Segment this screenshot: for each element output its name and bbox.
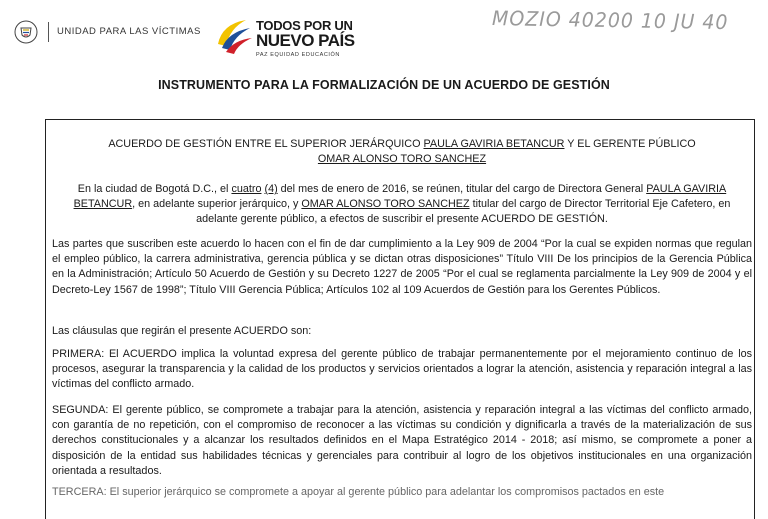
clause-tercera-partial: TERCERA: El superior jerárquico se compromete a apoyar al gerente público para adelantar los compromisos pactados en este [52,486,665,498]
p1-text-a: En la ciudad de Bogotá D.C., el [77,183,232,195]
logo-divider [48,22,49,42]
p1-day-word: cuatro [231,183,262,195]
paragraph-meeting [52,182,752,228]
nuevo-pais-swoosh-icon [212,14,256,58]
clause-primera: PRIMERA: El ACUERDO implica la voluntad expresa del gerente público de trabajar permanentemente por el mejoramiento continuo de los procesos, asegurar la transparencia y la calidad de los productos y servicios orientados a lograr la atención, asistencia y reparación integral a las víctimas del conflicto armado. [52,348,752,391]
logo-line-3: PAZ EQUIDAD EDUCACIÓN [256,52,341,58]
document-title: INSTRUMENTO PARA LA FORMALIZACIÓN DE UN ACUERDO DE GESTIÓN [158,78,610,92]
todos-por-un-nuevo-pais-logo [212,14,362,58]
clause-segunda: SEGUNDA: El gerente público, se compromete a trabajar para la atención, asistencia y reparación integral a las víctimas del conflicto armado, con garantía de no repetición, con el compromiso de reconocer a las víctimas su condición y dignificarla a través de la materialización de sus derechos constitucionales y a alcanzar los resultados definidos en el Mapa Estratégico 2014 - 2018; así mismo, se compromete a poner a disposición de la entidad sus habilidades técnicas y gerenciales para contribuir al logro de los objetivos institucionales en una organización orientada a resultados. [52,404,752,477]
p1-superior-name: PAULA GAVIRIA BETANCUR [73,183,727,211]
p1-text-e: titular del cargo de Director Territorial Eje Cafetero, en adelante gerente público, a efectos de suscribir el presente ACUERDO DE GESTIÓN. [196,198,731,226]
heading-part-1: ACUERDO DE GESTIÓN ENTRE EL SUPERIOR JERÁRQUICO [108,138,424,150]
p1-text-c: del mes de enero de 2016, se reúnen, titular del cargo de Directora General [277,183,647,195]
logo-line-1: TODOS POR UN [256,18,353,33]
coat-of-arms-icon [14,20,38,44]
heading-part-2: Y EL GERENTE PÚBLICO [564,138,696,150]
p1-day-number: (4) [264,183,278,195]
logo-line-2: NUEVO PAÍS [256,31,355,50]
superior-name: PAULA GAVIRIA BETANCUR [423,138,565,150]
agreement-heading [52,137,752,167]
p1-text-d: , en adelante superior jerárquico, y [132,198,302,211]
paragraph-clauses-intro: Las cláusulas que regirán el presente ACUERDO son: [52,325,312,337]
p1-gerente-name: OMAR ALONSO TORO SANCHEZ [301,198,470,211]
handwritten-annotation: MOZIO 40200 10 JU 40 [491,6,729,35]
unidad-victimas-logo-text: UNIDAD PARA LAS VÍCTIMAS [57,26,201,37]
gerente-name: OMAR ALONSO TORO SANCHEZ [317,153,487,166]
letterhead [0,0,768,66]
paragraph-legal-basis: Las partes que suscriben este acuerdo lo hacen con el fin de dar cumplimiento a la Ley 909 de 2004 “Por la cual se expiden normas que regulan el empleo público, la carrera administrativa, gerencia pública y se dictan otras disposiciones” Título VIII De los principios de la Gerencia Pública en la Administración; Artículo 50 Acuerdo de Gestión y su Decreto 1227 de 2005 “Por el cual se reglamenta parcialmente la Ley 909 de 2004 y el Decreto-Ley 1567 de 1998”; Título VIII Gerencia Pública; Artículos 102 al 109 Acuerdos de Gestión para los Gerentes Públicos. [52,238,752,296]
